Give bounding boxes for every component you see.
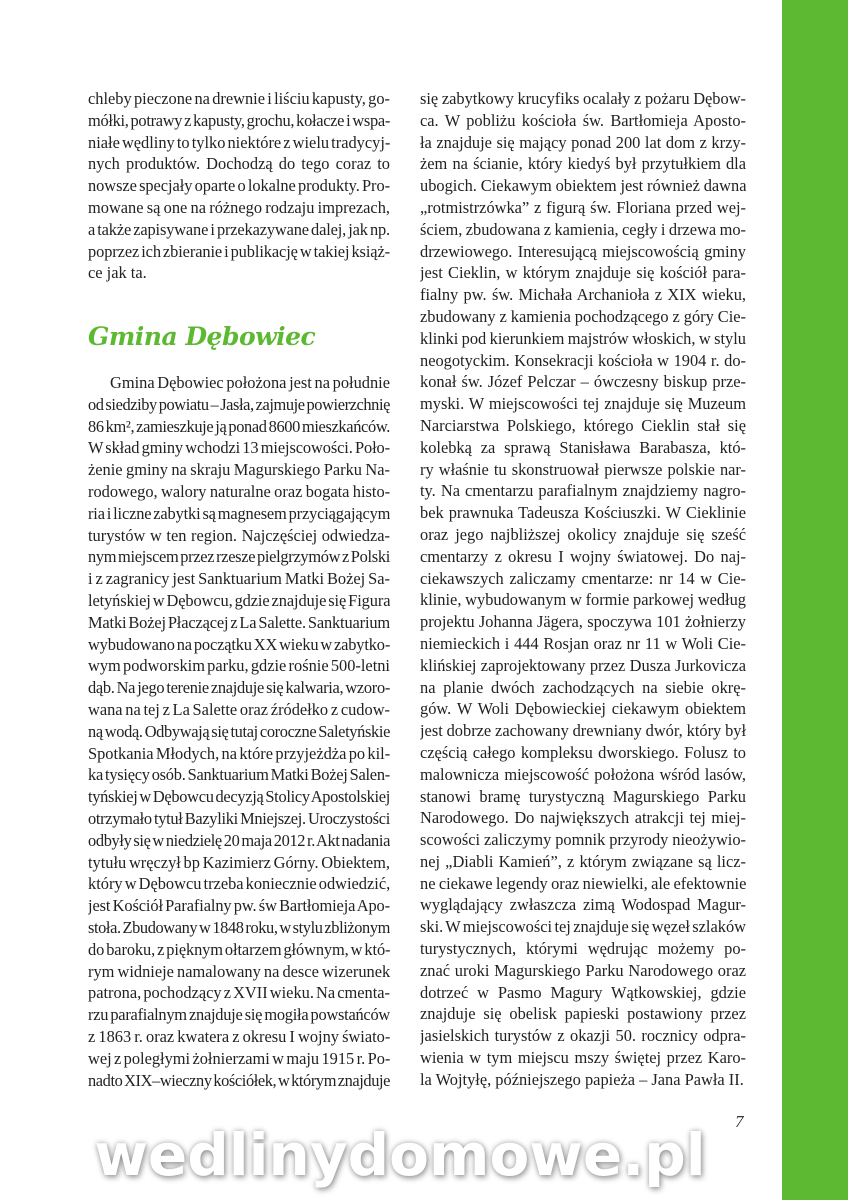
text-line: letyńskiej w Dębowcu, gdzie znajduje się Figura <box>88 590 390 610</box>
section-heading: Gmina Dębowiec <box>88 322 316 351</box>
text-line: ty. Na cmentarzu parafialnym znajdziemy nagro- <box>420 481 746 501</box>
text-line: dotrzeć w Pasmo Magury Wątkowskiej, gdzie <box>420 982 746 1002</box>
text-line: i z zagranicy jest Sanktuarium Matki Bożej Sa- <box>88 569 390 589</box>
watermark: wedlinydomowe.pl <box>94 1121 706 1189</box>
text-line: odbyły się w niedzielę 20 maja 2012 r. Akt nadania <box>88 830 390 850</box>
gmina-paragraph-left <box>88 372 390 1091</box>
text-line: ła znajduje się mający ponad 200 lat dom z krzy- <box>420 132 746 152</box>
text-line: znać uroki Magurskiego Parku Narodowego oraz <box>420 960 746 980</box>
text-line: otrzymało tytuł Bazyliki Mniejszej. Uroczystości <box>88 808 390 828</box>
text-line: rodowego, walory naturalne oraz bogata histo- <box>88 481 390 501</box>
text-line: nowsze specjały oparte o lokalne produkty. Pro- <box>88 176 390 196</box>
text-line: żenie gminy na skraju Magurskiego Parku Na- <box>88 460 390 480</box>
text-line: jest Cieklin, w którym znajduje się kościół para- <box>420 263 746 283</box>
text-line: ubogich. Ciekawym obiektem jest również dawna <box>420 176 746 196</box>
text-line: nych produktów. Dochodzą do tego coraz to <box>88 154 390 174</box>
text-line: la Wojtyłę, późniejszego papieża – Jana Pawła II. <box>420 1069 744 1089</box>
text-line: wybudowano na początku XX wieku w zabytko- <box>88 634 390 654</box>
text-line: oraz jego najbliższej okolicy znajduje się sześć <box>420 524 746 544</box>
text-line: rym widnieje namalowany na desce wizerunek <box>88 961 390 981</box>
page-number: 7 <box>735 1112 744 1131</box>
text-line: z 1863 r. oraz kwatera z okresu I wojny świato- <box>88 1026 390 1046</box>
text-line: ce jak ta. <box>88 263 147 283</box>
text-line: stoła. Zbudowany w 1848 roku, w stylu zbliżonym <box>88 917 390 937</box>
text-line: poprzez ich zbieranie i publikację w takiej książ- <box>88 241 390 261</box>
text-line: zbudowany z kamienia pochodzącego z góry Cie- <box>420 306 746 326</box>
green-side-bar <box>782 0 848 1200</box>
text-line: scowości zaliczymy pomnik przyrody nieożywio- <box>420 830 746 850</box>
text-line: W skład gminy wchodzi 13 miejscowości. Poło- <box>88 438 390 458</box>
text-line: częścią całego kompleksu dworskiego. Folusz to <box>420 742 746 762</box>
text-line: niemieckich i 444 Rosjan oraz nr 11 w Woli Cie- <box>420 633 746 653</box>
text-line: mowane są one na różnego rodzaju imprezach, <box>88 197 390 217</box>
text-line: gów. W Woli Dębowieckiej ciekawym obiektem <box>420 699 746 719</box>
text-line: Narciarstwa Polskiego, którego Cieklin stał się <box>420 415 746 435</box>
text-line: dąb. Na jego terenie znajduje się kalwaria, wzoro- <box>88 678 390 698</box>
text-line: wej z poległymi żołnierzami w maju 1915 r. Po- <box>88 1048 390 1068</box>
text-line: jest dobrze zachowany drewniany dwór, który był <box>420 721 746 741</box>
text-line: ciekawszych zaliczamy cmentarze: nr 14 w Cie- <box>420 568 746 588</box>
text-line: niałe wędliny to tylko niektóre z wielu tradycyj- <box>88 132 390 152</box>
text-line: turystów w ten region. Najczęściej odwiedza- <box>88 525 390 545</box>
text-line: ca. W pobliżu kościoła św. Bartłomieja Aposto- <box>420 110 746 130</box>
text-line: Narodowego. Do największych atrakcji tej miej- <box>420 808 746 828</box>
text-line: malownicza miejscowość położona wśród lasów, <box>420 764 746 784</box>
text-line: wym podworskim parku, gdzie rośnie 500-letni <box>88 656 390 676</box>
text-line: nadto XIX–wieczny kościółek, w którym znajduje <box>88 1070 390 1090</box>
text-line: nej „Diabli Kamień”, z którym związane są licz- <box>420 851 746 871</box>
text-line: kolebką za sprawą Stanisława Barabasza, któ- <box>420 437 746 457</box>
text-line: klinki pod kierunkiem majstrów włoskich, w stylu <box>420 328 746 348</box>
text-line: Matki Bożej Płaczącej z La Salette. Sanktuarium <box>88 612 390 632</box>
text-line: ria i liczne zabytki są magnesem przyciągającym <box>88 503 390 523</box>
text-line: 86 km², zamieszkuje ją ponad 8600 mieszkańców. <box>88 416 390 436</box>
text-line: który w Dębowcu trzeba koniecznie odwiedzić, <box>88 874 390 894</box>
text-line: do baroku, z pięknym ołtarzem głównym, w któ- <box>88 939 390 959</box>
text-line: mółki, potrawy z kapusty, grochu, kołacze i wspa- <box>88 110 390 130</box>
text-line: ski. W miejscowości tej znajduje się węzeł szlaków <box>420 917 746 937</box>
text-line: Gmina Dębowiec położona jest na południe <box>110 373 390 392</box>
text-line: ka tysięcy osób. Sanktuarium Matki Bożej Salen- <box>88 765 390 785</box>
text-line: cmentarzy z okresu I wojny światowej. Do naj- <box>420 546 746 566</box>
text-line: chleby pieczone na drewnie i liściu kapusty, go- <box>88 89 390 108</box>
text-line: nym miejscem przez rzesze pielgrzymów z Polski <box>88 547 390 567</box>
text-line: ściem, zbudowana z kamienia, cegły i drzewa mo- <box>420 219 746 239</box>
text-line: myski. W miejscowości tej znajduje się Muzeum <box>420 394 746 414</box>
text-line: znajduje się obelisk papieski postawiony przez <box>420 1004 746 1024</box>
text-line: wyglądający zwłaszcza zimą Wodospad Magur- <box>420 895 746 915</box>
gmina-paragraph-right <box>420 88 746 1091</box>
text-line: na planie dwóch zachodzących na siebie okrę- <box>420 677 746 697</box>
text-line: a także zapisywane i przekazywane dalej, jak np. <box>88 219 390 239</box>
text-line: klinie, wybudowanym w formie parkowej według <box>420 590 746 610</box>
intro-paragraph <box>88 88 390 284</box>
text-line: „rotmistrzówka” z figurą św. Floriana przed wej- <box>420 197 746 217</box>
text-line: turystycznych, którymi wędrując możemy po- <box>420 939 746 959</box>
text-line: ne ciekawe legendy oraz niewielki, ale efektownie <box>420 873 746 893</box>
text-line: wienia w tym miejscu mszy świętej przez Karo- <box>420 1048 746 1068</box>
text-line: stanowi bramę turystyczną Magurskiego Parku <box>420 786 746 806</box>
text-line: konał św. Józef Pelczar – ówczesny biskup prze- <box>420 372 746 392</box>
text-line: od siedziby powiatu – Jasła, zajmuje powierzchnię <box>88 394 390 414</box>
text-line: jest Kościół Parafialny pw. św Bartłomieja Apo- <box>88 896 390 916</box>
text-line: tytułu wręczył bp Kazimierz Górny. Obiektem, <box>88 852 390 872</box>
text-line: klińskiej zaprojektowany przez Dusza Jurkovicza <box>420 655 746 675</box>
text-line: fialny pw. św. Michała Archanioła z XIX wieku, <box>420 285 746 305</box>
text-line: się zabytkowy krucyfiks ocalały z pożaru Dębow- <box>420 89 746 108</box>
text-line: drzewiowego. Interesującą miejscowością gminy <box>420 241 746 261</box>
text-line: ry właśnie tu skonstruował pierwsze polskie nar- <box>420 459 746 479</box>
text-line: tyńskiej w Dębowcu decyzją Stolicy Apostolskiej <box>88 787 390 807</box>
text-line: jasielskich turystów z okazji 50. rocznicy odpra- <box>420 1026 746 1046</box>
text-line: Spotkania Młodych, na które przyjeżdża po kil- <box>88 743 390 763</box>
text-line: bek prawnuka Tadeusza Kościuszki. W Cieklinie <box>420 503 746 523</box>
text-line: ną wodą. Odbywają się tutaj coroczne Saletyńskie <box>88 721 390 741</box>
text-line: wana na tej z La Salette oraz źródełko z cudow- <box>88 699 390 719</box>
text-line: żem na ścianie, który kiedyś był przytułkiem dla <box>420 154 746 174</box>
text-line: projektu Johanna Jägera, spoczywa 101 żołnierzy <box>420 612 746 632</box>
text-line: patrona, pochodzący z XVII wieku. Na cmenta- <box>88 983 390 1003</box>
text-line: rzu parafialnym znajduje się mogiła powstańców <box>88 1005 390 1025</box>
text-line: neogotyckim. Konsekracji kościoła w 1904 r. do- <box>420 350 746 370</box>
